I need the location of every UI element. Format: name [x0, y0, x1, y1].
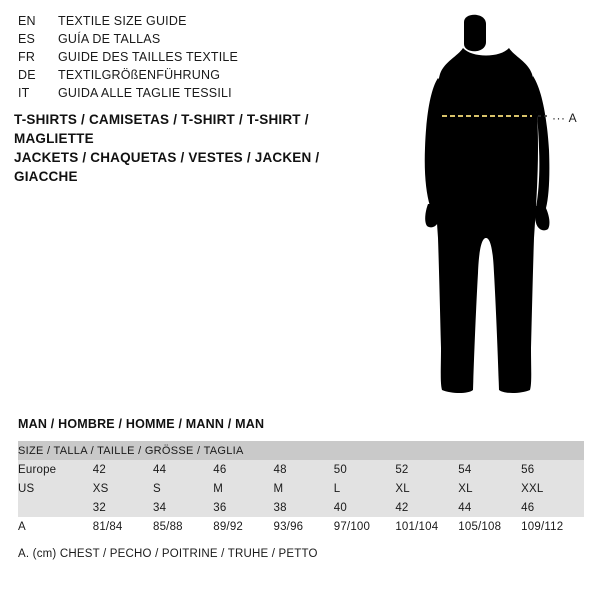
table-section-title: MAN / HOMBRE / HOMME / MANN / MAN [18, 417, 265, 431]
cell: 85/88 [153, 517, 213, 536]
cell: XXL [521, 479, 584, 498]
language-code: IT [18, 86, 30, 100]
language-row [18, 50, 378, 68]
language-code: DE [18, 68, 36, 82]
cell: 32 [93, 498, 153, 517]
cell: 101/104 [395, 517, 458, 536]
size-table [18, 441, 584, 536]
cell: 93/96 [273, 517, 333, 536]
garment-category-list [14, 110, 384, 186]
table-row [18, 498, 584, 517]
cell: M [213, 479, 273, 498]
cell: 81/84 [93, 517, 153, 536]
cell: 52 [395, 460, 458, 479]
cell: 54 [458, 460, 521, 479]
cell: M [273, 479, 333, 498]
table-row [18, 517, 584, 536]
row-label [18, 498, 93, 517]
cell: 40 [334, 498, 396, 517]
language-code: FR [18, 50, 36, 64]
measure-label-a: ··· A [552, 111, 578, 125]
cell: XL [458, 479, 521, 498]
language-title: GUÍA DE TALLAS [58, 32, 161, 46]
language-row [18, 68, 378, 86]
cell: 36 [213, 498, 273, 517]
cell: 48 [273, 460, 333, 479]
cell: XL [395, 479, 458, 498]
cell: 105/108 [458, 517, 521, 536]
cell: 89/92 [213, 517, 273, 536]
cell: 50 [334, 460, 396, 479]
language-code: EN [18, 14, 36, 28]
row-label: US [18, 479, 93, 498]
cell: XS [93, 479, 153, 498]
language-list [18, 14, 378, 104]
language-title: TEXTILE SIZE GUIDE [58, 14, 187, 28]
cell: 44 [458, 498, 521, 517]
language-row [18, 14, 378, 32]
language-code: ES [18, 32, 36, 46]
cell: 38 [273, 498, 333, 517]
category-jackets: JACKETS / CHAQUETAS / VESTES / JACKEN / GIACCHE [14, 150, 320, 184]
cell: L [334, 479, 396, 498]
measurement-footnote: A. (cm) CHEST / PECHO / POITRINE / TRUHE / PETTO [18, 548, 318, 560]
cell: 46 [213, 460, 273, 479]
silhouette-svg [400, 8, 600, 408]
category-tshirts: T-SHIRTS / CAMISETAS / T-SHIRT / T-SHIRT / MAGLIETTE [14, 112, 309, 146]
cell: 42 [395, 498, 458, 517]
row-label: Europe [18, 460, 93, 479]
table-header-label: SIZE / TALLA / TAILLE / GRÖSSE / TAGLIA [18, 441, 584, 460]
language-row [18, 86, 378, 104]
row-label: A [18, 517, 93, 536]
cell: 34 [153, 498, 213, 517]
cell: 109/112 [521, 517, 584, 536]
cell: 56 [521, 460, 584, 479]
cell: 42 [93, 460, 153, 479]
table-row [18, 479, 584, 498]
language-title: TEXTILGRÖßENFÜHRUNG [58, 68, 221, 82]
cell: 97/100 [334, 517, 396, 536]
body-silhouette-figure [400, 8, 600, 408]
cell: 46 [521, 498, 584, 517]
table-header-row [18, 441, 584, 460]
language-row [18, 32, 378, 50]
cell: S [153, 479, 213, 498]
language-title: GUIDA ALLE TAGLIE TESSILI [58, 86, 232, 100]
table-row [18, 460, 584, 479]
language-title: GUIDE DES TAILLES TEXTILE [58, 50, 239, 64]
cell: 44 [153, 460, 213, 479]
